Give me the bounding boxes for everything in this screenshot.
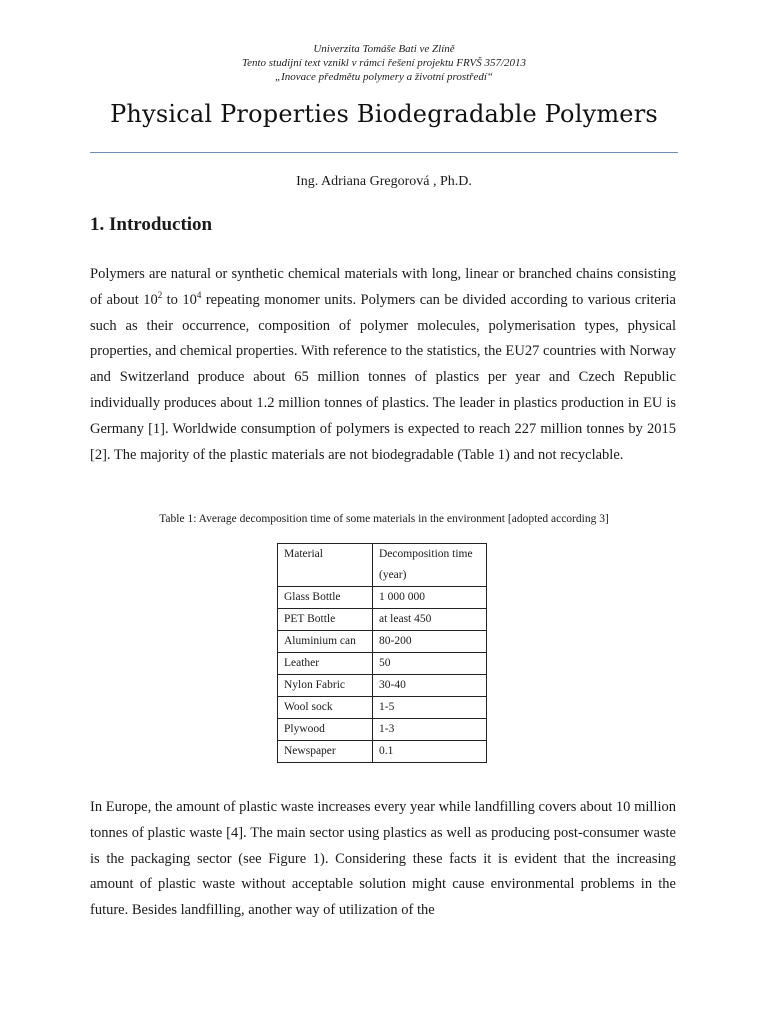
table-row bbox=[278, 609, 487, 631]
table-cell: Plywood bbox=[278, 719, 373, 741]
document-title: Physical Properties Biodegradable Polymers bbox=[110, 100, 658, 128]
superscript-exponent: 2 bbox=[157, 289, 163, 300]
table-cell: 1-5 bbox=[373, 697, 487, 719]
intro-text-part3: repeating monomer units. Polymers can be divided according to various criteria such as their occurrence, composition of polymer molecules, polymerisation types, physical properties, and chemical properties. With reference to the statistics, the EU27 countries with Norway and Switzerland produce about 65 million tonnes of plastics per year and Czech Republic individually produces about 1.2 million tonnes of plastics. The leader in plastics production in EU is Germany [1]. Worldwide consumption of polymers is expected to reach 227 million tonnes by 2015 [2]. The majority of the plastic materials are not biodegradable (Table 1) and not recyclable. bbox=[90, 291, 676, 463]
table-caption: Table 1: Average decomposition time of some materials in the environment [adopted according 3] bbox=[159, 513, 609, 525]
table-cell: 80-200 bbox=[373, 631, 487, 653]
author-line: Ing. Adriana Gregorová , Ph.D. bbox=[296, 174, 472, 189]
table-row bbox=[278, 587, 487, 609]
table-row bbox=[278, 675, 487, 697]
table-cell: Newspaper bbox=[278, 741, 373, 763]
table-row bbox=[278, 631, 487, 653]
table-header-row bbox=[278, 544, 487, 587]
table-row bbox=[278, 719, 487, 741]
table-row bbox=[278, 697, 487, 719]
table-cell: Wool sock bbox=[278, 697, 373, 719]
table-header-cell: Decomposition time (year) bbox=[373, 544, 487, 587]
decomposition-table bbox=[277, 543, 487, 763]
table-cell: Aluminium can bbox=[278, 631, 373, 653]
title-divider bbox=[90, 152, 678, 153]
document-header bbox=[0, 42, 768, 84]
table-cell: Glass Bottle bbox=[278, 587, 373, 609]
body-paragraph: In Europe, the amount of plastic waste increases every year while landfilling covers about 10 million tonnes of plastic waste [4]. The main sector using plastics as well as producing post-consumer waste is the packaging sector (see Figure 1). Considering these facts it is evident that the increasing amount of plastic waste without acceptable solution might cause environmental problems in the future. Besides landfilling, another way of utilization of the bbox=[90, 799, 676, 919]
table-cell: Leather bbox=[278, 653, 373, 675]
table-header-cell: Material bbox=[278, 544, 373, 587]
intro-text-part2: to 10 bbox=[162, 291, 197, 308]
table-row bbox=[278, 741, 487, 763]
header-university: Univerzita Tomáše Bati ve Zlíně bbox=[313, 43, 455, 55]
table-cell: 0.1 bbox=[373, 741, 487, 763]
header-project: Tento studijní text vznikl v rámci řešení projektu FRVŠ 357/2013 bbox=[241, 57, 527, 69]
table-cell: PET Bottle bbox=[278, 609, 373, 631]
intro-text-part1: Polymers are natural or synthetic chemical materials with long, linear or branched chains consisting of about 10 bbox=[90, 266, 676, 308]
table-cell: 30-40 bbox=[373, 675, 487, 697]
table-row bbox=[278, 653, 487, 675]
table-cell: at least 450 bbox=[373, 609, 487, 631]
section-heading: 1. Introduction bbox=[90, 214, 213, 235]
table-cell: 50 bbox=[373, 653, 487, 675]
intro-paragraph bbox=[90, 262, 676, 468]
table-cell: 1 000 000 bbox=[373, 587, 487, 609]
table-cell: 1-3 bbox=[373, 719, 487, 741]
header-innovation: „Inovace předmětu polymery a životní prostředí“ bbox=[274, 71, 494, 83]
table-cell: Nylon Fabric bbox=[278, 675, 373, 697]
superscript-exponent: 4 bbox=[196, 289, 202, 300]
